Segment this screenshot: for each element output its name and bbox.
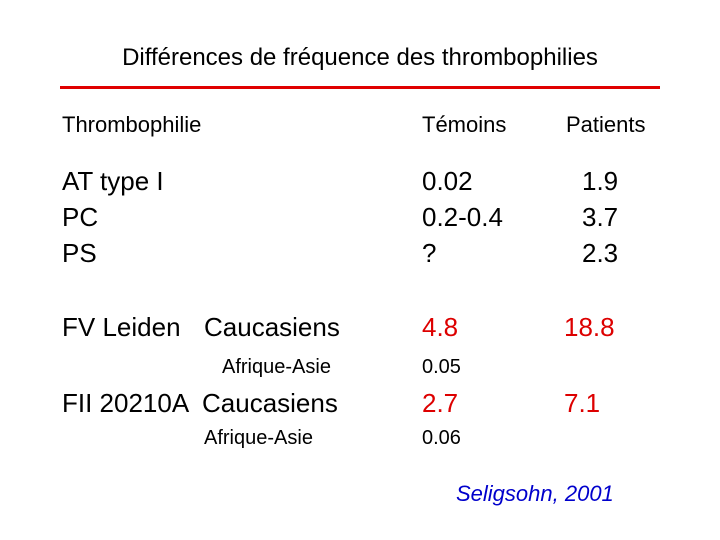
row-at-patients: 1.9 xyxy=(582,166,619,196)
slide-title: Différences de fréquence des thrombophilies xyxy=(122,44,598,71)
row-ps-patients: 2.3 xyxy=(582,238,619,268)
row-pc-label: PC xyxy=(62,202,99,232)
header-thrombophilie: Thrombophilie xyxy=(62,112,202,137)
row-pc-patients: 3.7 xyxy=(582,202,619,232)
title-underline xyxy=(60,86,660,89)
row-fv-africa-group: Afrique-Asie xyxy=(222,356,331,378)
row-at-label: AT type I xyxy=(62,166,164,196)
row-pc-temoins: 0.2-0.4 xyxy=(422,202,503,232)
row-fii-africa-temoins: 0.06 xyxy=(422,427,461,449)
row-at-temoins: 0.02 xyxy=(422,166,473,196)
row-fv-patients: 18.8 xyxy=(564,312,615,342)
row-fv-label: FV Leiden xyxy=(62,312,181,342)
row-fv-group: Caucasiens xyxy=(204,312,340,342)
row-ps-label: PS xyxy=(62,238,97,268)
row-fii-africa-group: Afrique-Asie xyxy=(204,427,313,449)
row-fv-africa-temoins: 0.05 xyxy=(422,356,461,378)
header-patients: Patients xyxy=(566,112,646,137)
citation: Seligsohn, 2001 xyxy=(456,481,614,506)
row-fii-group: Caucasiens xyxy=(202,388,338,418)
header-temoins: Témoins xyxy=(422,112,507,137)
row-fv-temoins: 4.8 xyxy=(422,312,459,342)
row-fii-temoins: 2.7 xyxy=(422,388,459,418)
row-fii-patients: 7.1 xyxy=(564,388,601,418)
row-ps-temoins: ? xyxy=(422,238,437,268)
row-fii-label: FII 20210A xyxy=(62,388,190,418)
